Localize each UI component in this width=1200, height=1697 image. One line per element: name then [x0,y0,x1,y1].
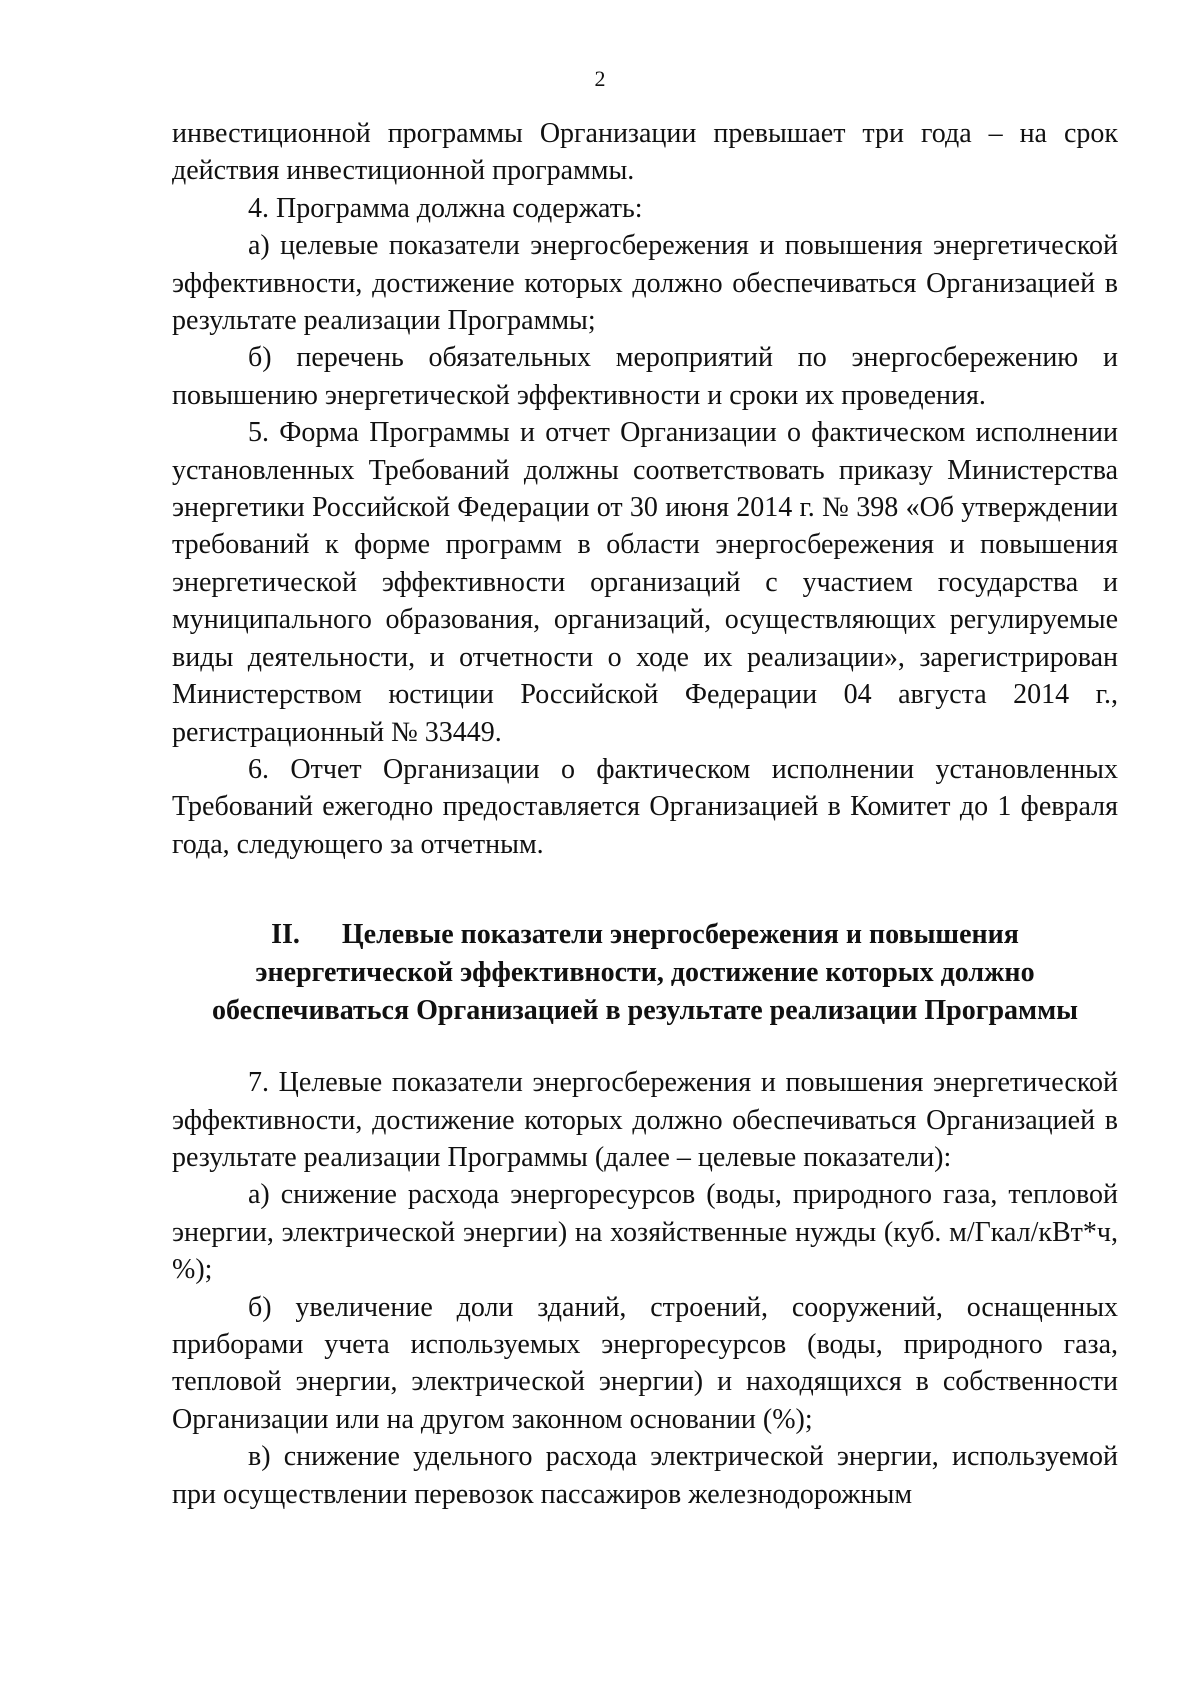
section-title-line-3: обеспечиваться Организацией в результате реализации Программы [211,995,1079,1027]
section-number: II. [271,919,300,951]
section-title-line-2: энергетической эффективности, достижение которых должно [255,957,1035,989]
paragraph-item-7b: б) увеличение доли зданий, строений, сооружений, оснащенных приборами учета используемых энергоресурсов (воды, природного газа, тепловой энергии, электрической энергии) и находящихся в собственности Организации или на другом законном основании (%); [172,1291,1118,1435]
document-body [172,115,1118,1513]
page-number: 2 [594,66,606,91]
paragraph-item-7v: в) снижение удельного расхода электрической энергии, используемой при осуществлении перевозок пассажиров железнодорожным [172,1441,1118,1510]
paragraph-item-7a: а) снижение расхода энергоресурсов (воды, природного газа, тепловой энергии, электрической энергии) на хозяйственные нужды (куб. м/Гкал/кВт*ч, %); [172,1179,1118,1286]
paragraph-item-5: 5. Форма Программы и отчет Организации о фактическом исполнении установленных Требований должны соответствовать приказу Министерства энергетики Российской Федерации от 30 июня 2014 г. № 398 «Об утверждении требований к форме программ в области энергосбережения и повышения энергетической эффективности организаций с участием государства и муниципального образования, организаций, осуществляющих регулируемые виды деятельности, и отчетности о ходе их реализации», зарегистрирован Министерством юстиции Российской Федерации 04 августа 2014 г., регистрационный № 33449. [172,417,1118,748]
paragraph-item-4: 4. Программа должна содержать: [248,192,643,224]
paragraph-item-4a: а) целевые показатели энергосбережения и повышения энергетической эффективности, достижение которых должно обеспечиваться Организацией в результате реализации Программы; [172,230,1118,337]
section-heading [172,916,1118,1030]
paragraph-item-6: 6. Отчет Организации о фактическом исполнении установленных Требований ежегодно предоставляется Организацией в Комитет до 1 февраля года, следующего за отчетным. [172,753,1118,860]
section-title-line-1: Целевые показатели энергосбережения и повышения [341,919,1019,951]
paragraph-continuation: инвестиционной программы Организации превышает три года – на срок действия инвестиционной программы. [172,118,1118,187]
section-heading-line-1 [172,916,1118,954]
paragraph-item-4b: б) перечень обязательных мероприятий по энергосбережению и повышению энергетической эффективности и сроки их проведения. [172,342,1118,411]
paragraph-item-7: 7. Целевые показатели энергосбережения и повышения энергетической эффективности, достижение которых должно обеспечиваться Организацией в результате реализации Программы (далее – целевые показатели): [172,1067,1118,1173]
